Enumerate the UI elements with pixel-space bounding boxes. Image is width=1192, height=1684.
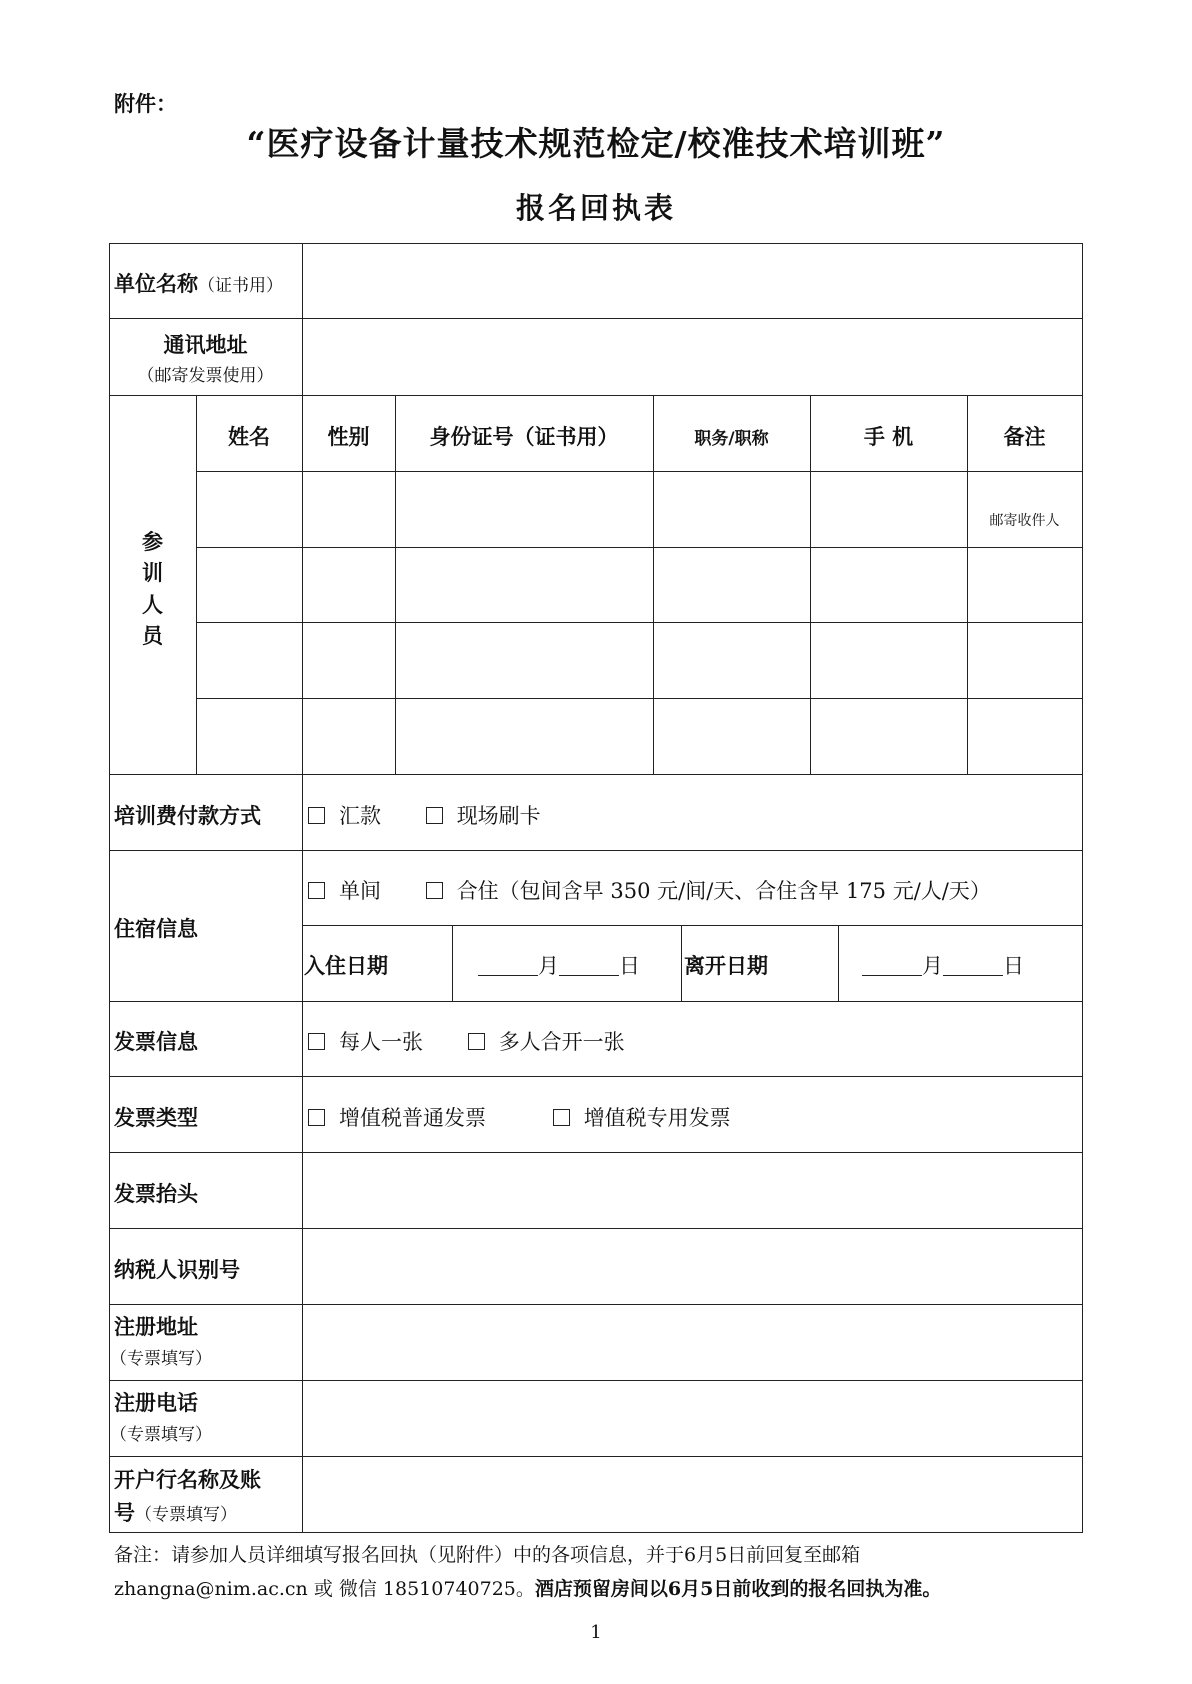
document-subtitle: 报名回执表 — [515, 191, 676, 225]
lodging-options — [308, 875, 991, 905]
trainee-row-2[interactable] — [197, 548, 1081, 621]
col-id-header: 身份证号（证书用） — [429, 424, 619, 449]
address-label: 通讯地址 — [163, 332, 248, 357]
trainees-label-3: 人 — [142, 592, 163, 617]
checkbox[interactable] — [426, 807, 443, 824]
payment-label: 培训费付款方式 — [114, 803, 261, 828]
trainees-label-1: 参 — [142, 529, 163, 554]
note-line-2 — [114, 1574, 941, 1601]
invoice-info-options — [308, 1026, 663, 1056]
lodging-option-shared[interactable]: 合住（包间含早 350 元/间/天、合住含早 175 元/人/天） — [426, 875, 991, 905]
invoice-info-label: 发票信息 — [114, 1029, 198, 1054]
invoice-type-special[interactable]: 增值税专用发票 — [553, 1102, 731, 1132]
invoice-type-general[interactable]: 增值税普通发票 — [308, 1102, 486, 1132]
col-gender-header: 性别 — [327, 424, 370, 449]
bank-label-line1: 开户行名称及账 — [114, 1467, 261, 1492]
unit-name-label: 单位名称（证书用） — [114, 271, 283, 296]
taxpayer-id-field[interactable] — [304, 1229, 1081, 1303]
taxpayer-id-label: 纳税人识别号 — [114, 1257, 240, 1282]
checkbox[interactable] — [308, 1109, 325, 1126]
invoice-title-label: 发票抬头 — [114, 1181, 198, 1206]
payment-option-transfer[interactable]: 汇款 — [308, 800, 381, 830]
trainee-row-4[interactable] — [197, 699, 1081, 773]
checkbox[interactable] — [553, 1109, 570, 1126]
bank-label-line2: 号（专票填写） — [114, 1500, 237, 1525]
reg-phone-label: 注册电话 — [114, 1390, 198, 1415]
invoice-option-combined[interactable]: 多人合开一张 — [468, 1026, 625, 1056]
unit-name-field[interactable] — [304, 245, 1081, 317]
reg-address-label: 注册地址 — [114, 1314, 198, 1339]
checkout-date-field[interactable]: 月 日 — [862, 950, 1024, 980]
document-title: “医疗设备计量技术规范检定/校准技术培训班” — [246, 124, 946, 163]
trainee-row-3[interactable] — [197, 623, 1081, 697]
checkbox[interactable] — [468, 1033, 485, 1050]
trainees-label-2: 训 — [142, 560, 163, 585]
note-hotel-deadline: 酒店预留房间以6月5日前收到的报名回执为准。 — [534, 1578, 942, 1600]
reg-phone-note: （专票填写） — [110, 1425, 212, 1445]
bank-field[interactable] — [304, 1457, 1081, 1531]
note-contact: zhangna@nim.ac.cn 或 微信 18510740725。 — [114, 1578, 535, 1600]
invoice-type-label: 发票类型 — [114, 1105, 198, 1130]
trainee-row-1[interactable] — [197, 472, 1081, 546]
col-name-header: 姓名 — [228, 424, 270, 449]
invoice-option-per-person[interactable]: 每人一张 — [308, 1026, 423, 1056]
attachment-label: 附件： — [114, 91, 177, 116]
payment-options — [308, 800, 579, 830]
address-note: （邮寄发票使用） — [137, 366, 274, 386]
checkbox[interactable] — [426, 882, 443, 899]
reg-address-field[interactable] — [304, 1305, 1081, 1379]
checkbox[interactable] — [308, 1033, 325, 1050]
col-title-header: 职务/职称 — [694, 429, 769, 449]
checkout-label: 离开日期 — [684, 953, 768, 978]
reg-address-note: （专票填写） — [110, 1349, 212, 1369]
payment-option-card[interactable]: 现场刷卡 — [426, 800, 541, 830]
invoice-type-options — [308, 1102, 769, 1132]
remark-mail-recipient: 邮寄收件人 — [989, 513, 1060, 529]
address-field[interactable] — [304, 320, 1081, 394]
page-number: 1 — [590, 1622, 602, 1643]
invoice-title-field[interactable] — [304, 1153, 1081, 1227]
col-phone-header: 手 机 — [863, 424, 914, 449]
checkin-label: 入住日期 — [304, 953, 388, 978]
col-remark-header: 备注 — [1003, 424, 1046, 449]
checkbox[interactable] — [308, 807, 325, 824]
lodging-label: 住宿信息 — [114, 916, 198, 941]
checkin-date-field[interactable]: 月 日 — [478, 950, 640, 980]
reg-phone-field[interactable] — [304, 1381, 1081, 1455]
note-line-1: 备注：请参加人员详细填写报名回执（见附件）中的各项信息，并于6月5日前回复至邮箱 — [114, 1544, 861, 1566]
trainees-label-4: 员 — [142, 623, 163, 648]
lodging-option-single[interactable]: 单间 — [308, 875, 381, 905]
checkbox[interactable] — [308, 882, 325, 899]
